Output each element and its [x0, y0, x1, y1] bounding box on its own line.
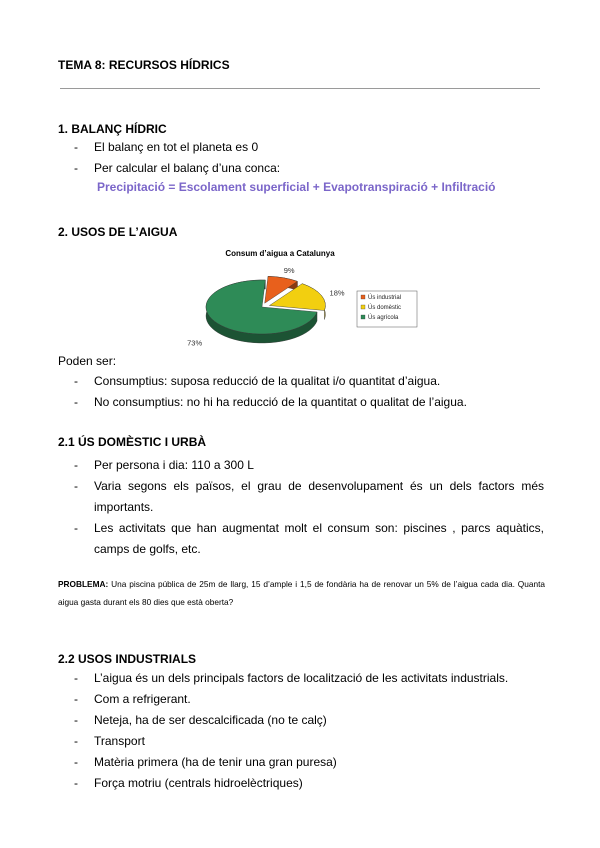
- list-item: - Com a refrigerant.: [74, 689, 544, 710]
- list-item: - El balanç en tot el planeta es 0: [74, 137, 544, 158]
- list-item: - Força motriu (centrals hidroelèctriques): [74, 773, 544, 794]
- list-item: - Per calcular el balanç d’una conca:: [74, 158, 544, 179]
- usos-list: [74, 371, 544, 413]
- balanc-list: [74, 137, 544, 179]
- list-item: - Consumptius: suposa reducció de la qualitat i/o quantitat d’aigua.: [74, 371, 544, 392]
- legend-label: Ús agrícola: [368, 315, 399, 321]
- list-item: - No consumptius: no hi ha reducció de la quantitat o qualitat de l’aigua.: [74, 392, 544, 413]
- section-heading-usos: 2. USOS DE L’AIGUA: [58, 225, 178, 239]
- pie-data-label: 73%: [187, 338, 203, 348]
- domestic-list: [74, 455, 544, 560]
- section-heading-balanc: 1. BALANÇ HÍDRIC: [58, 122, 167, 136]
- legend-swatch: [361, 295, 365, 299]
- chart-title: Consum d’aigua a Catalunya: [225, 249, 335, 258]
- legend-label: Ús industrial: [368, 295, 402, 301]
- legend-swatch: [361, 305, 365, 309]
- usos-intro: Poden ser:: [58, 354, 117, 368]
- problem-label: PROBLEMA:: [58, 579, 109, 589]
- page-title: TEMA 8: RECURSOS HÍDRICS: [58, 58, 230, 72]
- list-item: - Neteja, ha de ser descalcificada (no te calç): [74, 710, 544, 731]
- legend-label: Ús domèstic: [368, 305, 402, 311]
- pie-chart: [187, 243, 420, 348]
- list-item: - Varia segons els països, el grau de desenvolupament és un dels factors més importants.: [74, 476, 544, 518]
- list-item: - L’aigua és un dels principals factors de localització de les activitats industrials.: [74, 668, 544, 689]
- list-item: - Per persona i dia: 110 a 300 L: [74, 455, 544, 476]
- header-divider: [60, 88, 540, 89]
- water-balance-formula: Precipitació = Escolament superficial + Evapotranspiració + Infiltració: [97, 180, 496, 194]
- section-heading-industrial: 2.2 USOS INDUSTRIALS: [58, 652, 197, 666]
- problem-statement: [58, 575, 545, 611]
- problem-text: Una piscina pública de 25m de llarg, 15 d’ample i 1,5 de fondària ha de renovar un 5% de l’aigua cada dia. Quanta aigua gasta durant els 80 dies que està oberta?: [58, 579, 545, 607]
- pie-data-label: 9%: [283, 266, 295, 276]
- industrial-list: [74, 668, 544, 794]
- list-item: - Matèria primera (ha de tenir una gran puresa): [74, 752, 544, 773]
- list-item: - Transport: [74, 731, 544, 752]
- list-item: - Les activitats que han augmentat molt el consum son: piscines , parcs aquàtics, camps de golfs, etc.: [74, 518, 544, 560]
- pie-data-label: 18%: [329, 288, 345, 298]
- section-heading-domestic: 2.1 ÚS DOMÈSTIC I URBÀ: [58, 435, 207, 449]
- legend-swatch: [361, 315, 365, 319]
